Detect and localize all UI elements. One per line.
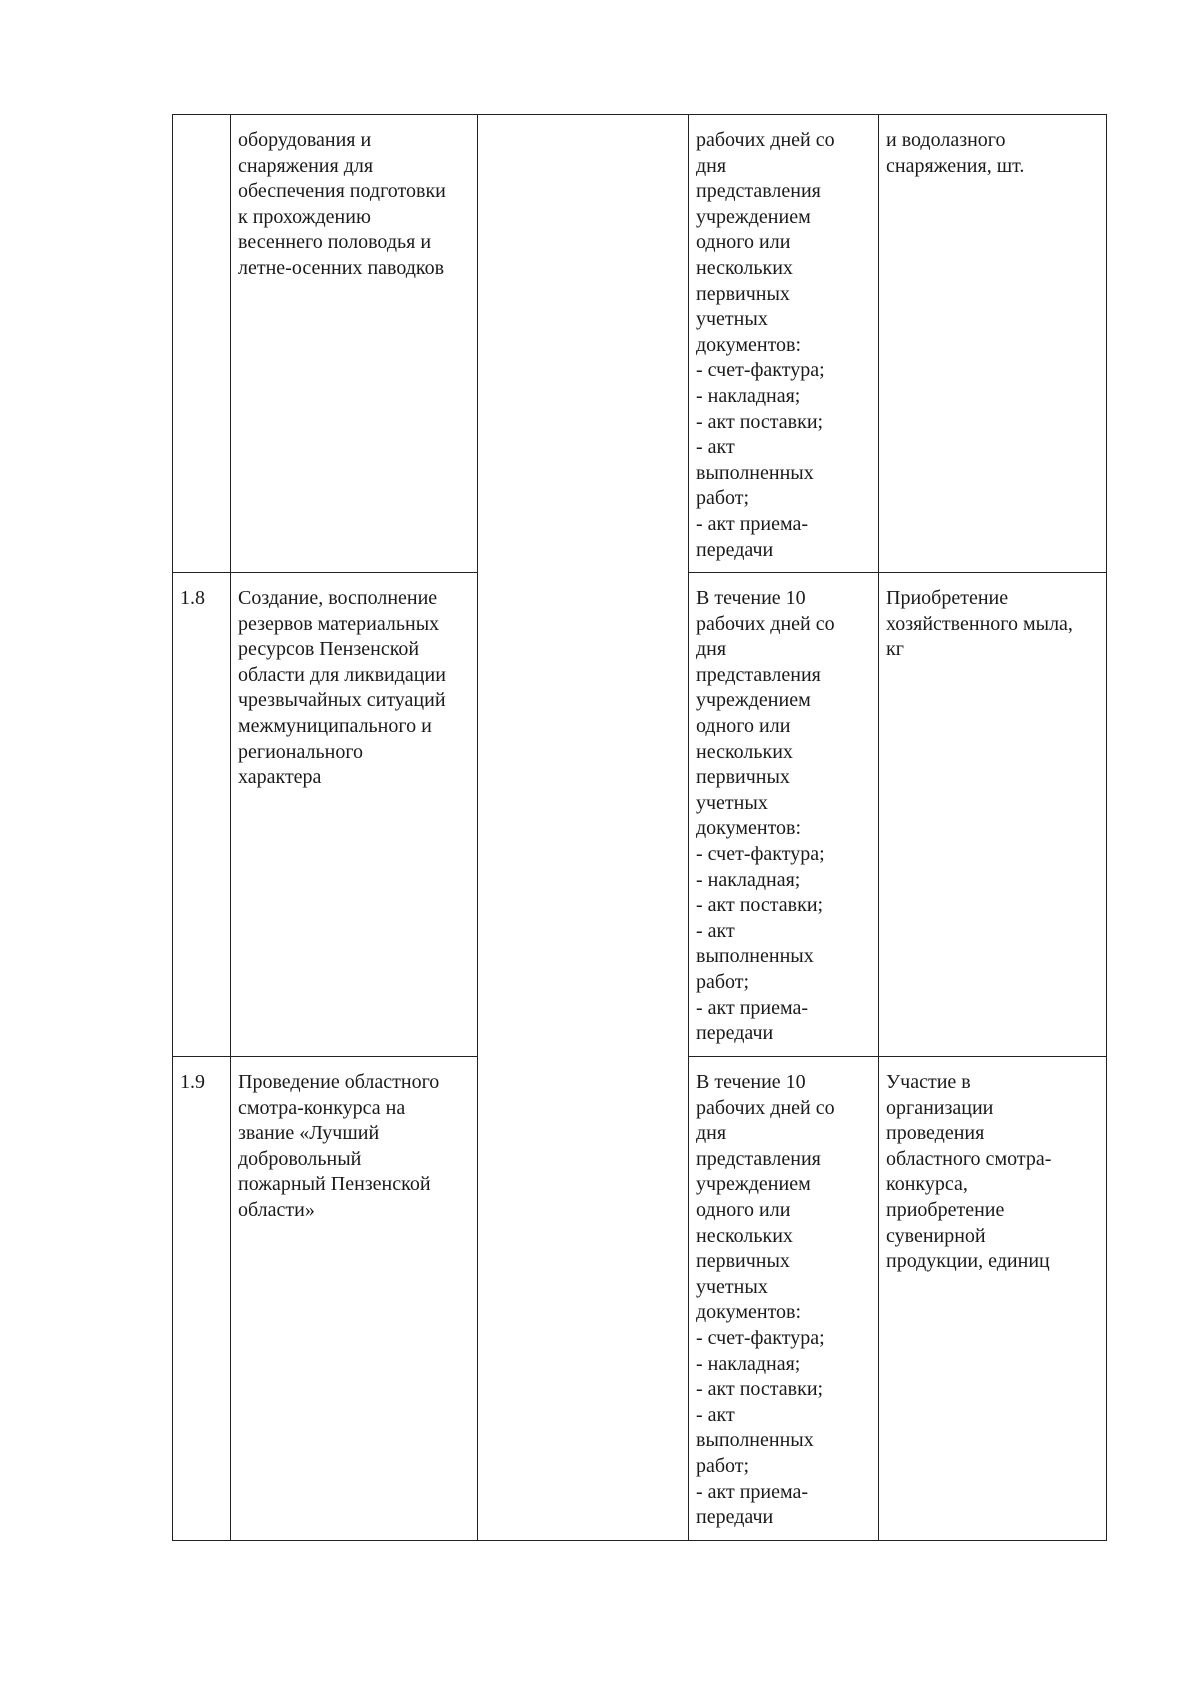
measure-name-cell: Создание, восполнение резервов материальных ресурсов Пензенской области для ликвидации чрезвычайных ситуаций межмуниципального и регионального характера (231, 573, 478, 1057)
table-row (173, 115, 1107, 573)
empty-merged-cell (478, 1057, 689, 1541)
measure-name-cell: оборудования и снаряжения для обеспечения подготовки к прохождению весеннего половодья и летне-осенних паводков (231, 115, 478, 573)
table-row (173, 573, 1107, 1057)
deadline-cell: рабочих дней со дня представления учреждением одного или нескольких первичных учетных документов: - счет-фактура; - накладная; - акт поставки; - акт выполненных работ; - акт приема- передачи (689, 115, 879, 573)
indicator-cell: Приобретение хозяйственного мыла, кг (879, 573, 1107, 1057)
row-number-cell (173, 115, 231, 573)
table-row (173, 1057, 1107, 1541)
indicator-cell: и водолазного снаряжения, шт. (879, 115, 1107, 573)
deadline-cell: В течение 10 рабочих дней со дня представления учреждением одного или нескольких первичных учетных документов: - счет-фактура; - накладная; - акт поставки; - акт выполненных работ; - акт приема- передачи (689, 573, 879, 1057)
deadline-cell: В течение 10 рабочих дней со дня представления учреждением одного или нескольких первичных учетных документов: - счет-фактура; - накладная; - акт поставки; - акт выполненных работ; - акт приема- передачи (689, 1057, 879, 1541)
row-number-cell: 1.8 (173, 573, 231, 1057)
measures-table (172, 114, 1107, 1541)
indicator-cell: Участие в организации проведения областного смотра- конкурса, приобретение сувенирной продукции, единиц (879, 1057, 1107, 1541)
row-number-cell: 1.9 (173, 1057, 231, 1541)
empty-merged-cell (478, 573, 689, 1057)
measure-name-cell: Проведение областного смотра-конкурса на звание «Лучший добровольный пожарный Пензенской области» (231, 1057, 478, 1541)
empty-merged-cell (478, 115, 689, 573)
